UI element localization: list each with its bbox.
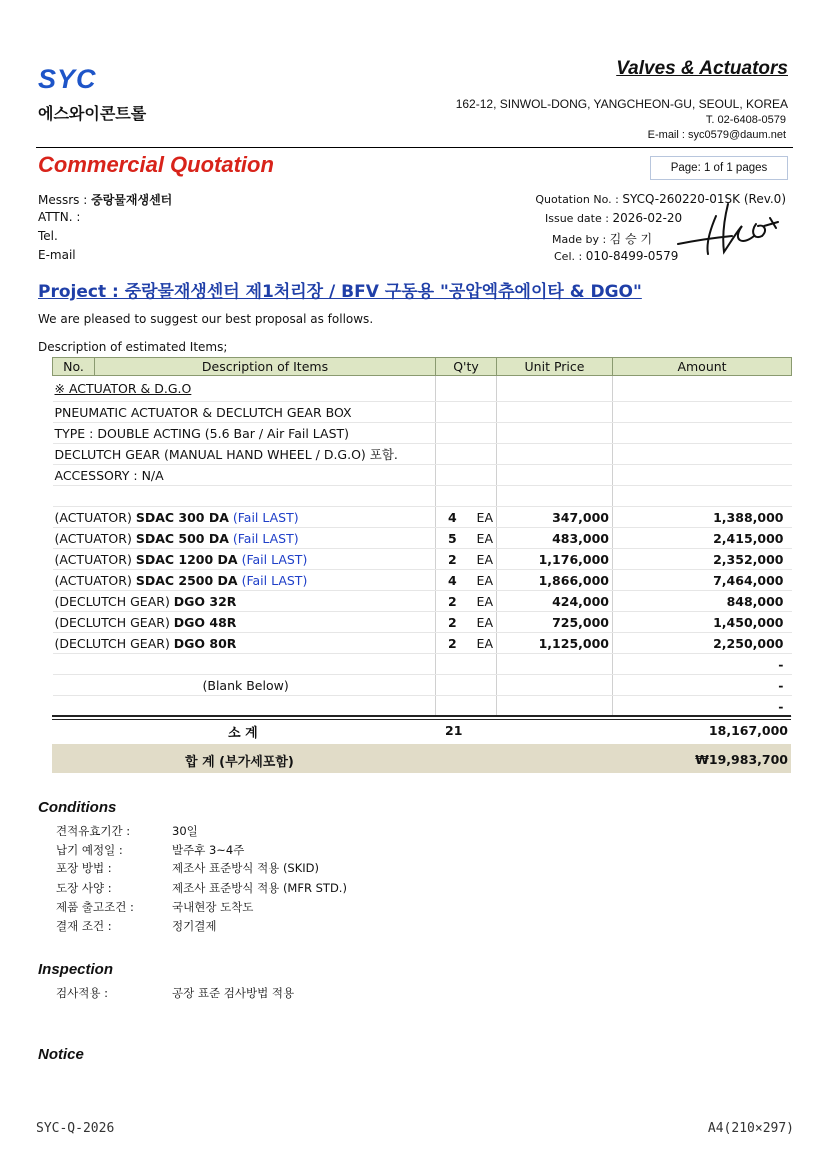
notice-heading: Notice [38,1046,84,1063]
table-row [53,675,792,696]
empty-amount-dash: - [613,675,792,696]
description-heading: Description of estimated Items; [38,340,228,354]
item-amount: 848,000 [613,591,792,612]
company-address: 162-12, SINWOL-DONG, YANGCHEON-GU, SEOUL, KOREA [455,97,788,111]
page-indicator: Page: 1 of 1 pages [650,156,788,180]
table-row [53,486,792,507]
item-unit-price: 483,000 [497,528,613,549]
item-amount: 1,388,000 [613,507,792,528]
subtotal-amount: 18,167,000 [708,723,788,738]
table-header-row [53,358,792,376]
item-qty: 2 EA [436,633,497,654]
messrs-line [38,191,172,208]
cel-value: 010-8499-0579 [585,249,679,263]
item-amount: 2,250,000 [613,633,792,654]
item-amount: 2,415,000 [613,528,792,549]
document-title: Commercial Quotation [38,152,274,177]
note-heading: ※ ACTUATOR & D.G.O [53,376,436,402]
item-description: (ACTUATOR) SDAC 1200 DA (Fail LAST) [53,549,436,570]
cel-label: Cel. : [554,250,586,263]
issue-date-value: 2026-02-20 [612,211,683,225]
condition-key: 견적유효기간 : [56,824,131,838]
item-amount: 1,450,000 [613,612,792,633]
footer-doc-code: SYC-Q-2026 [36,1121,115,1136]
company-logo: SYC [38,64,97,94]
table-row [53,507,792,528]
item-description: (ACTUATOR) SDAC 500 DA (Fail LAST) [53,528,436,549]
subtotal-divider [52,715,791,720]
issue-date-line [545,211,682,225]
table-row [53,570,792,591]
project-title: Project : 중랑물재생센터 제1처리장 / BFV 구동용 "공압엑츄에이타 & DGO" [38,282,642,302]
item-qty: 4 EA [436,507,497,528]
grand-total-bar [52,744,791,773]
table-row [53,549,792,570]
item-qty: 4 EA [436,570,497,591]
condition-value: 정기결제 [172,919,217,933]
condition-key: 납기 예정일 : [56,843,123,857]
note-line: PNEUMATIC ACTUATOR & DECLUTCH GEAR BOX [53,402,436,423]
col-no: No. [53,358,95,376]
inspection-value: 공장 표준 검사방법 적용 [172,986,295,1000]
condition-value: 제조사 표준방식 적용 (MFR STD.) [172,881,347,895]
cel-line [554,249,678,263]
table-row [53,402,792,423]
item-amount: 7,464,000 [613,570,792,591]
company-email: E-mail : syc0579@daum.net [647,129,786,141]
grand-total-amount: ₩19,983,700 [695,752,788,767]
col-description: Description of Items [95,358,436,376]
intro-text: We are pleased to suggest our best proposal as follows. [38,312,374,326]
item-qty: 5 EA [436,528,497,549]
attn-label: ATTN. : [38,210,81,224]
header-divider [36,147,793,148]
condition-value: 30일 [172,824,198,838]
condition-value: 국내현장 도착도 [172,900,254,914]
table-row [53,633,792,654]
col-amount: Amount [613,358,792,376]
signature [672,196,784,262]
quotation-no-value: SYCQ-260220-01SK (Rev.0) [622,192,786,206]
item-description: (DECLUTCH GEAR) DGO 48R [53,612,436,633]
item-unit-price: 1,125,000 [497,633,613,654]
item-unit-price: 1,176,000 [497,549,613,570]
table-row [53,444,792,465]
table-row [53,696,792,717]
item-description: (DECLUTCH GEAR) DGO 80R [53,633,436,654]
condition-key: 제품 출고조건 : [56,900,134,914]
note-line: ACCESSORY : N/A [53,465,436,486]
made-by-line [552,230,652,247]
grand-total-label: 합 계 (부가세포함) [185,755,294,770]
empty-amount-dash: - [613,696,792,717]
item-unit-price: 347,000 [497,507,613,528]
subtotal-label: 소 계 [228,726,258,741]
item-description: (ACTUATOR) SDAC 300 DA (Fail LAST) [53,507,436,528]
made-by-value: 김 승 기 [609,232,653,246]
inspection-heading: Inspection [38,961,114,978]
inspection-key: 검사적용 : [56,986,108,1000]
item-qty: 2 EA [436,549,497,570]
condition-key: 결재 조건 : [56,919,112,933]
company-name-korean: 에스와이콘트롤 [38,104,147,123]
quotation-no-label: Quotation No. : [535,193,623,206]
table-row [53,528,792,549]
table-row [53,423,792,444]
table-row [53,612,792,633]
note-line: TYPE : DOUBLE ACTING (5.6 Bar / Air Fail LAST) [53,423,436,444]
table-row [53,654,792,675]
condition-value: 발주후 3~4주 [172,843,245,857]
tel-label: Tel. [38,229,58,243]
blank-below-label: (Blank Below) [53,675,436,696]
item-unit-price: 1,866,000 [497,570,613,591]
item-qty: 2 EA [436,612,497,633]
items-table [52,357,792,717]
messrs-value: 중랑물재생센터 [91,193,173,207]
table-row [53,591,792,612]
item-amount: 2,352,000 [613,549,792,570]
condition-value: 제조사 표준방식 적용 (SKID) [172,861,320,875]
made-by-label: Made by : [552,233,610,246]
email-label: E-mail [38,248,76,262]
condition-key: 포장 방법 : [56,861,112,875]
item-unit-price: 424,000 [497,591,613,612]
messrs-label: Messrs : [38,193,92,207]
item-qty: 2 EA [436,591,497,612]
conditions-heading: Conditions [38,799,117,816]
subtotal-qty: 21 [445,723,463,738]
table-row [53,465,792,486]
table-row [53,376,792,402]
company-tagline: Valves & Actuators [616,58,788,79]
col-unit-price: Unit Price [497,358,613,376]
empty-amount-dash: - [613,654,792,675]
item-unit-price: 725,000 [497,612,613,633]
issue-date-label: Issue date : [545,212,613,225]
footer-paper-size: A4(210×297) [707,1121,794,1136]
company-phone: T. 02-6408-0579 [705,114,786,126]
item-description: (DECLUTCH GEAR) DGO 32R [53,591,436,612]
col-qty: Q'ty [436,358,497,376]
note-line: DECLUTCH GEAR (MANUAL HAND WHEEL / D.G.O) 포함. [53,444,436,465]
condition-key: 도장 사양 : [56,881,112,895]
item-description: (ACTUATOR) SDAC 2500 DA (Fail LAST) [53,570,436,591]
